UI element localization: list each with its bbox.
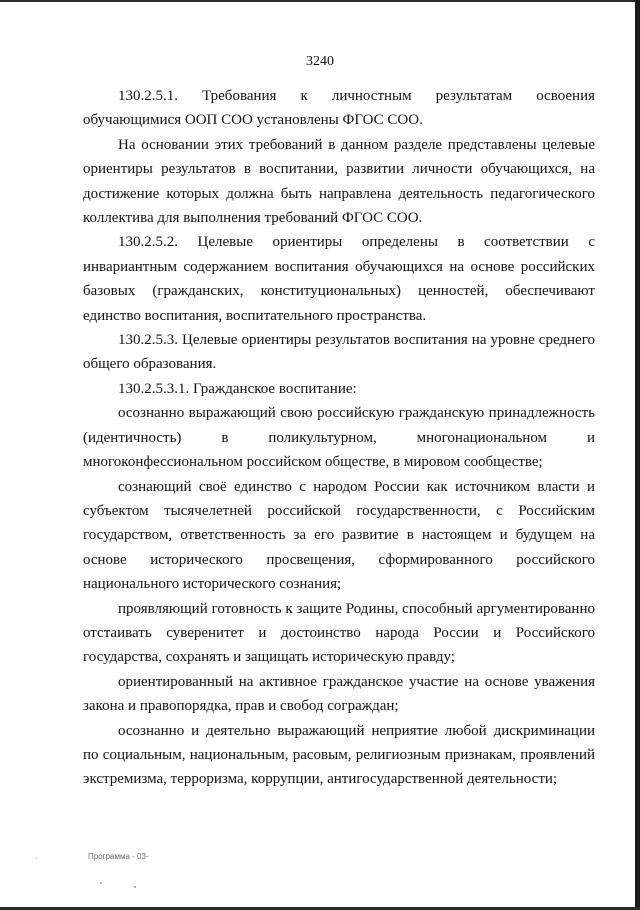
page-number: 3240 (306, 54, 334, 69)
scan-speck (36, 858, 37, 859)
scan-speck (134, 886, 136, 888)
paragraph-130-2-5-2: 130.2.5.2. Целевые ориентиры определены в соответствии с инвариантным содержанием воспитания обучающихся на основе российских базовых (гражданских, конституциональных) ценностей, обеспечивают единство воспитания, воспитательного пространства. (83, 234, 595, 324)
list-item-civic-participation: ориентированный на активное гражданское участие на основе уважения закона и правопорядка, прав и свобод сограждан; (83, 673, 595, 715)
paragraph-130-2-5-3-1: 130.2.5.3.1. Гражданское воспитание: (118, 380, 357, 397)
document-body (83, 84, 595, 792)
paragraph-130-2-5-1: 130.2.5.1. Требования к личностным результатам освоения обучающимися ООП СОО установлены ФГОС СОО. (83, 88, 595, 129)
list-item-unity: сознающий своё единство с народом России как источником власти и субъектом тысячелетней российской государственности, с Российским государством, ответственность за его развитие в настоящем и будущем на основе исторического просвещения, сформированного российского национального исторического сознания; (83, 478, 595, 593)
paragraph-130-2-5-3: 130.2.5.3. Целевые ориентиры результатов воспитания на уровне среднего общего образования. (83, 332, 595, 373)
list-item-defense: проявляющий готовность к защите Родины, способный аргументированно отстаивать суверенитет и достоинство народа России и Российского государства, сохранять и защищать историческую правду; (83, 600, 595, 666)
footer-note: Программа - 03- (88, 852, 149, 861)
scan-edge-right (635, 0, 640, 910)
paragraph-basis: На основании этих требований в данном разделе представлены целевые ориентиры результатов в воспитании, развитии личности обучающихся, на достижение которых должна быть направлена деятельность педагогического коллектива для выполнения требований ФГОС СОО. (83, 136, 595, 227)
list-item-identity: осознанно выражающий свою российскую гражданскую принадлежность (идентичность) в поликультурном, многонациональном и многоконфессиональном российском обществе, в мировом сообществе; (83, 405, 595, 471)
list-item-anti-discrimination: осознанно и деятельно выражающий неприятие любой дискриминации по социальным, национальным, расовым, религиозным признакам, проявлений экстремизма, терроризма, коррупции, антигосударственной деятельности; (83, 722, 595, 788)
scan-edge-top (0, 0, 640, 2)
scan-speck (100, 882, 102, 884)
